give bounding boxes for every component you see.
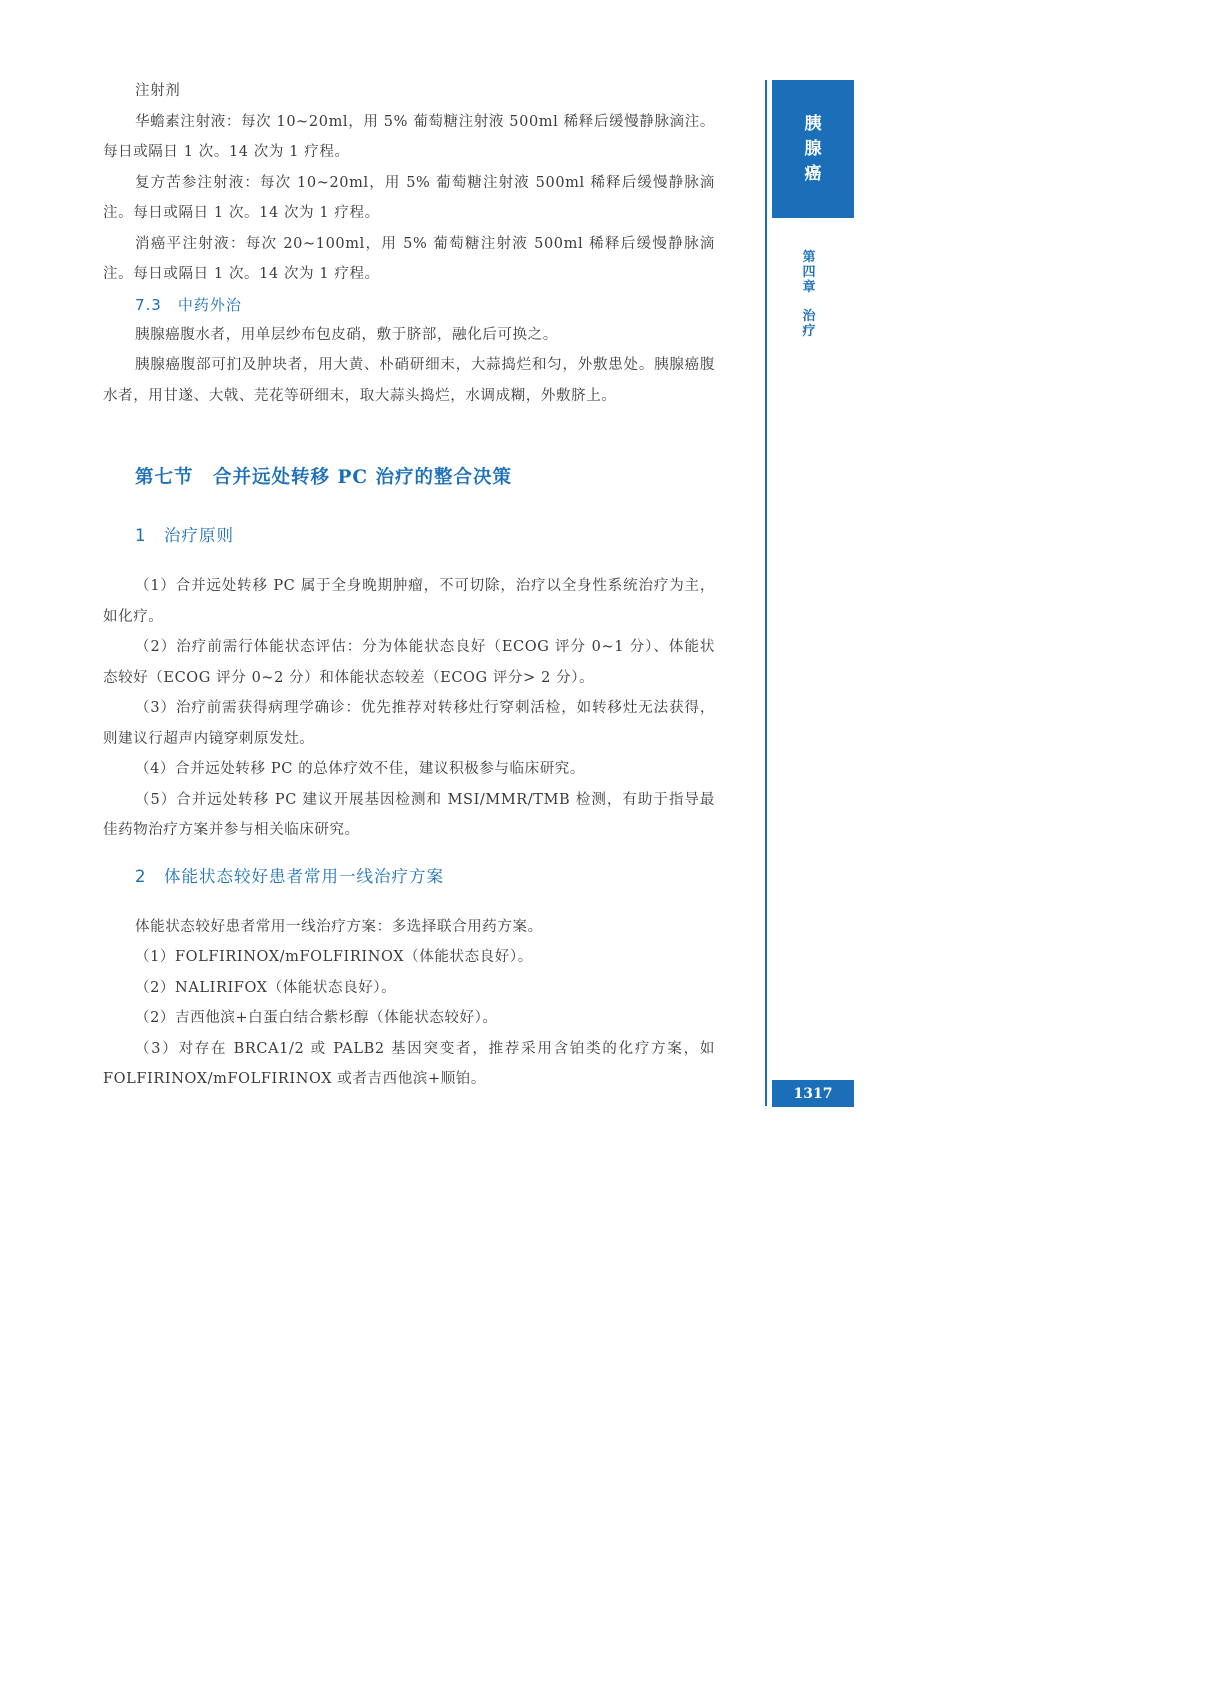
principle-item: （2）治疗前需行体能状态评估：分为体能状态良好（ECOG 评分 0~1 分）、体能状态较好（ECOG 评分 0~2 分）和体能状态较差（ECOG 评分> 2 分）。	[103, 639, 715, 686]
tab-char: 癌	[804, 163, 822, 184]
sidebar-vertical-rule	[765, 80, 767, 1106]
paragraph: 胰腺癌腹水者，用单层纱布包皮硝，敷于脐部，融化后可换之。	[135, 326, 558, 343]
chapter-char: 章	[802, 280, 816, 295]
principle-item: （4）合并远处转移 PC 的总体疗效不佳，建议积极参与临床研究。	[135, 761, 585, 777]
subheading-7-3: 7.3 中药外治	[135, 295, 242, 314]
injection-heading: 注射剂	[135, 83, 181, 99]
paragraph: 消癌平注射液：每次 20~100ml，用 5% 葡萄糖注射液 500ml 稀释后缓慢静脉滴注。每日或隔日 1 次。14 次为 1 疗程。	[103, 235, 715, 282]
spacer	[103, 846, 715, 862]
chapter-tab	[772, 80, 854, 218]
chapter-char: 疗	[802, 324, 816, 339]
tab-char: 胰	[804, 113, 822, 134]
chapter-char: 四	[802, 265, 816, 280]
chapter-spacer	[799, 295, 819, 309]
chapter-label	[799, 250, 819, 339]
regimen-item: （1）FOLFIRINOX/mFOLFIRINOX（体能状态良好）。	[135, 949, 533, 965]
main-content	[103, 76, 715, 1095]
tab-char: 腺	[804, 138, 822, 159]
paragraph: 胰腺癌腹部可扪及肿块者，用大黄、朴硝研细末，大蒜捣烂和匀，外敷患处。胰腺癌腹水者，用甘遂、大戟、芫花等研细末，取大蒜头捣烂，水调成糊，外敷脐上。	[103, 357, 715, 404]
principle-item: （1）合并远处转移 PC 属于全身晚期肿瘤，不可切除，治疗以全身性系统治疗为主，如化疗。	[103, 578, 715, 625]
principle-item: （5）合并远处转移 PC 建议开展基因检测和 MSI/MMR/TMB 检测，有助于指导最佳药物治疗方案并参与相关临床研究。	[103, 791, 715, 838]
chapter-char: 第	[802, 250, 816, 265]
regimen-item: （2）NALIRIFOX（体能状态良好）。	[135, 979, 397, 996]
heading-treatment-principles: 1 治疗原则	[135, 526, 234, 545]
regimen-item: （2）吉西他滨+白蛋白结合紫杉醇（体能状态较好）。	[135, 1010, 498, 1026]
regimen-intro: 体能状态较好患者常用一线治疗方案：多选择联合用药方案。	[135, 918, 543, 935]
paragraph: 华蟾素注射液：每次 10~20ml，用 5% 葡萄糖注射液 500ml 稀释后缓慢静脉滴注。每日或隔日 1 次。14 次为 1 疗程。	[103, 113, 715, 160]
chapter-char: 治	[802, 309, 816, 324]
regimen-item: （3）对存在 BRCA1/2 或 PALB2 基因突变者，推荐采用含铂类的化疗方案，如 FOLFIRINOX/mFOLFIRINOX 或者吉西他滨+顺铂。	[103, 1040, 715, 1087]
page-number: 1317	[772, 1080, 854, 1107]
paragraph: 复方苦参注射液：每次 10~20ml，用 5% 葡萄糖注射液 500ml 稀释后缓慢静脉滴注。每日或隔日 1 次。14 次为 1 疗程。	[103, 174, 715, 221]
heading-first-line-regimens: 2 体能状态较好患者常用一线治疗方案	[135, 866, 444, 886]
principle-item: （3）治疗前需获得病理学确诊：优先推荐对转移灶行穿刺活检，如转移灶无法获得，则建议行超声内镜穿刺原发灶。	[103, 700, 715, 747]
section-title: 第七节 合并远处转移 PC 治疗的整合决策	[135, 467, 513, 488]
